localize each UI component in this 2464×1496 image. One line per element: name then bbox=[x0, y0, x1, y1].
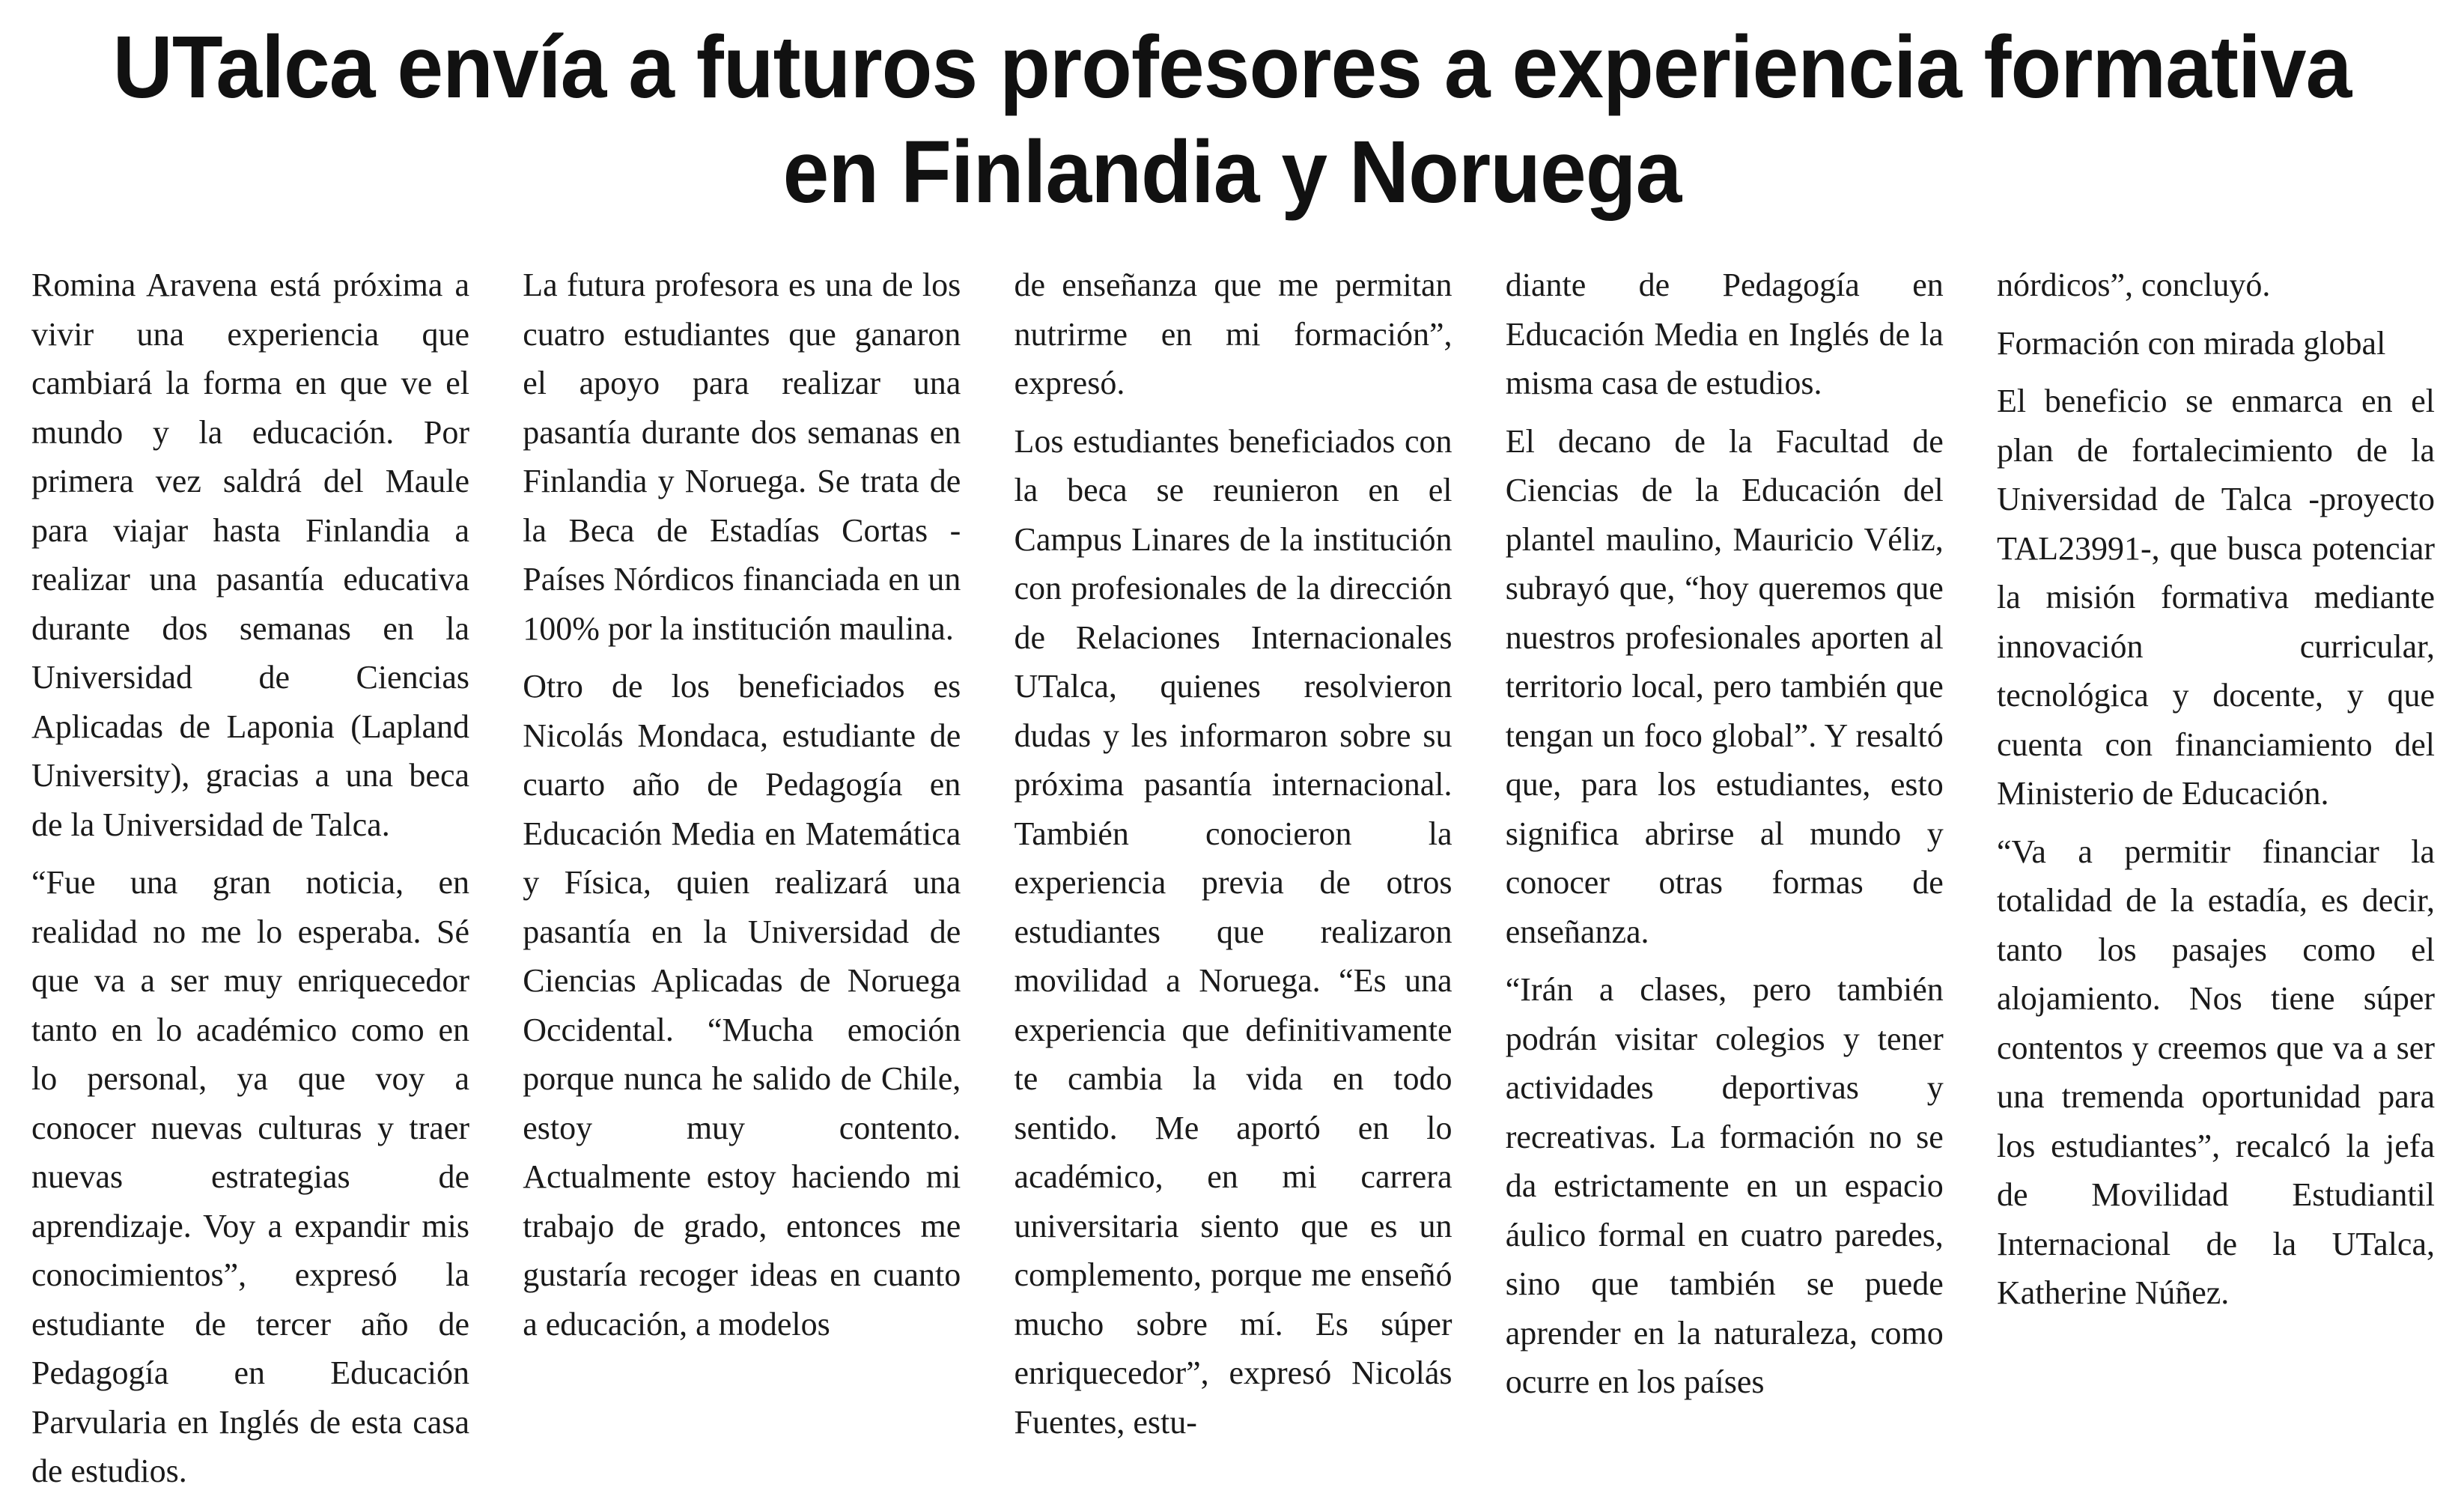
column-3 bbox=[1014, 261, 1452, 1441]
paragraph: “Irán a clases, pero también podrán visitar colegios y tener actividades deportivas y recreativas. La formación no se da estrictamente en un espacio áulico formal en cuatro paredes, sino que también se puede aprender en la naturaleza, como ocurre en los países bbox=[1505, 971, 1944, 1400]
paragraph: Otro de los beneficiados es Nicolás Mondaca, estudiante de cuarto año de Pedagogía en Educación Media en Matemática y Física, quien realizará una pasantía en la Universidad de Ciencias Aplicadas de Noruega Occidental. “Mucha emoción porque nunca he salido de Chile, estoy muy contento. Actualmente estoy haciendo mi trabajo de grado, entonces me gustaría recoger ideas en cuanto a educación, a modelos bbox=[523, 668, 961, 1343]
column-5 bbox=[1997, 261, 2435, 1414]
paragraph: El decano de la Facultad de Ciencias de la Educación del plantel maulino, Mauricio Véliz, subrayó que, “hoy queremos que nuestros profesionales aporten al territorio local, pero también que tengan un foco global”. Y resaltó que, para los estudiantes, esto significa abrirse al mundo y conocer otras formas de enseñanza. bbox=[1505, 422, 1944, 950]
paragraph: Romina Aravena está próxima a vivir una experiencia que cambiará la forma en que ve el mundo y la educación. Por primera vez saldrá del Maule para viajar hasta Finlandia a realizar una pasantía educativa durante dos semanas en la Universidad de Ciencias Aplicadas de Laponia (Lapland University), gracias a una beca de la Universidad de Talca. bbox=[31, 267, 469, 843]
paragraph: de enseñanza que me permitan nutrirme en mi formación”, expresó. bbox=[1014, 267, 1452, 401]
headline-line-2: en Finlandia y Noruega bbox=[782, 123, 1682, 222]
subheading: Formación con mirada global bbox=[1997, 324, 2386, 362]
article-columns bbox=[31, 261, 2435, 1489]
paragraph: “Fue una gran noticia, en realidad no me lo esperaba. Sé que va a ser muy enriquecedor tanto en lo académico como en lo personal, ya que voy a conocer nuevas culturas y traer nuevas estrategias de aprendizaje. Voy a expandir mis conocimientos”, expresó la estudiante de tercer año de Pedagogía en Educación Parvularia en Inglés de esta casa de estudios. bbox=[31, 864, 469, 1489]
column-4 bbox=[1506, 261, 1944, 1414]
paragraph: “Va a permitir financiar la totalidad de la estadía, es decir, tanto los pasajes como el alojamiento. Nos tiene súper contentos y creemos que va a ser una tremenda oportunidad para los estudiantes”, recalcó la jefa de Movilidad Estudiantil Internacional de la UTalca, Katherine Núñez. bbox=[1997, 833, 2435, 1311]
headline-line-1: UTalca envía a futuros profesores a experiencia formativa bbox=[112, 18, 2352, 117]
column-1 bbox=[31, 261, 469, 1489]
paragraph: nórdicos”, concluyó. bbox=[1997, 267, 2271, 303]
paragraph: La futura profesora es una de los cuatro estudiantes que ganaron el apoyo para realizar una pasantía durante dos semanas en Finlandia y Noruega. Se trata de la Beca de Estadías Cortas - Países Nórdicos financiada en un 100% por la institución maulina. bbox=[523, 267, 961, 647]
headline bbox=[95, 15, 2369, 225]
paragraph: Los estudiantes beneficiados con la beca se reunieron en el Campus Linares de la institución con profesionales de la dirección de Relaciones Internacionales UTalca, quienes resolvieron dudas y les informaron sobre su próxima pasantía internacional. También conocieron la experiencia previa de otros estudiantes que realizaron movilidad a Noruega. “Es una experiencia que definitivamente te cambia la vida en todo sentido. Me aportó en lo académico, en mi carrera universitaria siento que es un complemento, porque me enseñó mucho sobre mí. Es súper enriquecedor”, expresó Nicolás Fuentes, estu- bbox=[1014, 422, 1452, 1441]
column-2 bbox=[523, 261, 961, 1414]
paragraph: El beneficio se enmarca en el plan de fortalecimiento de la Universidad de Talca -proyecto TAL23991-, que busca potenciar la misión formativa mediante innovación curricular, tecnológica y docente, y que cuenta con financiamiento del Ministerio de Educación. bbox=[1997, 383, 2435, 812]
paragraph: diante de Pedagogía en Educación Media en Inglés de la misma casa de estudios. bbox=[1505, 267, 1944, 401]
